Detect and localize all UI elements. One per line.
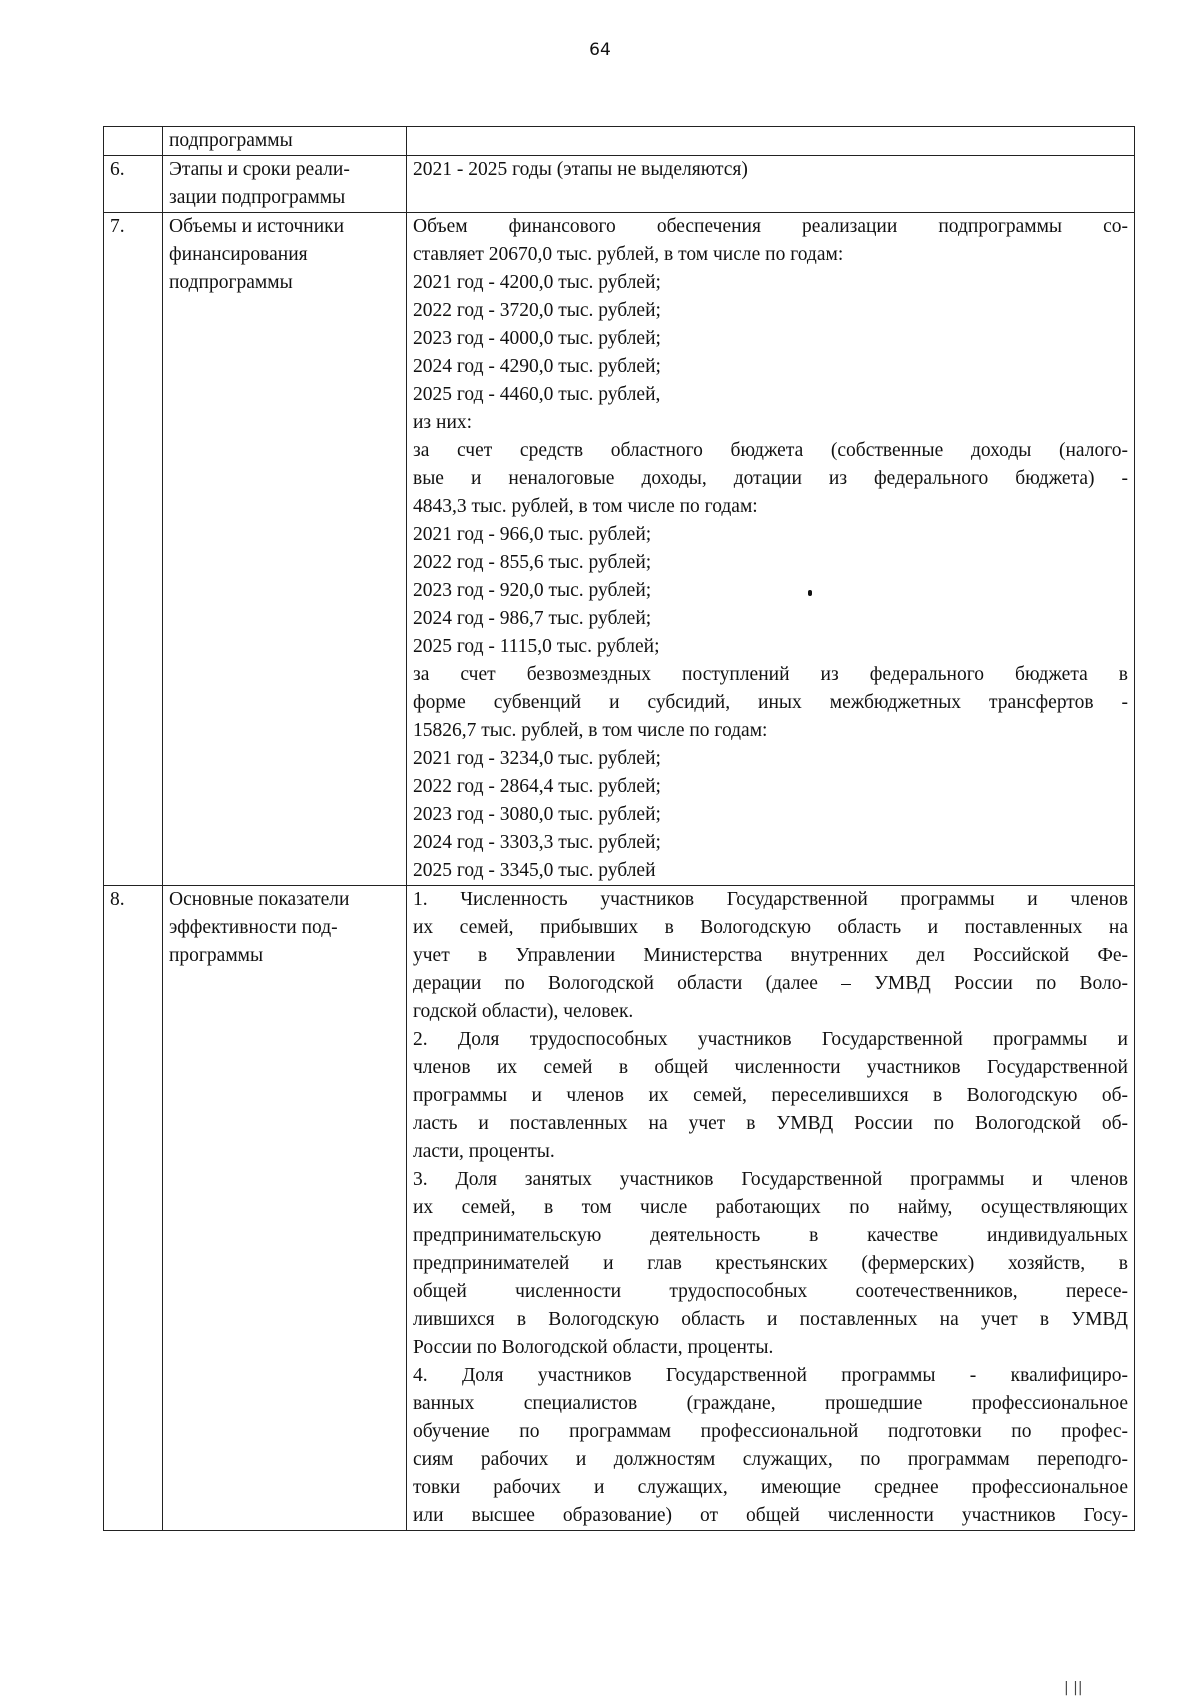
row-content-line: дерации по Вологодской области (далее – УМВД России по Воло- (413, 973, 1128, 994)
row-name-line: программы (169, 945, 264, 966)
row-name-line: Объемы и источники (169, 216, 345, 237)
row-content-line: общей численности трудоспособных соотечественников, пересе- (413, 1281, 1128, 1302)
row-name-cell (163, 156, 407, 213)
row-content-line: 2022 год - 855,6 тыс. рублей; (413, 552, 652, 573)
row-content-line: Объем финансового обеспечения реализации подпрограммы со- (413, 216, 1128, 237)
row-content-line: учет в Управлении Министерства внутренних дел Российской Фе- (413, 945, 1128, 966)
row-content-line: их семей, в том числе работающих по найму, осуществляющих (413, 1197, 1128, 1218)
row-content-line: программы и членов их семей, переселившихся в Вологодскую об- (413, 1085, 1128, 1106)
table-row (104, 156, 1135, 213)
row-content-line: 2023 год - 4000,0 тыс. рублей; (413, 328, 661, 349)
row-content-line: из них: (413, 412, 473, 433)
page-number: 64 (589, 40, 611, 60)
row-content-cell (407, 213, 1135, 886)
scan-speck (808, 590, 812, 596)
row-content-line: ставляет 20670,0 тыс. рублей, в том числе по годам: (413, 244, 844, 265)
row-content-line: 15826,7 тыс. рублей, в том числе по годам: (413, 720, 768, 741)
row-content-line: России по Вологодской области, проценты. (413, 1337, 774, 1358)
row-content-line: предпринимательскую деятельность в качестве индивидуальных (413, 1225, 1128, 1246)
table-row (104, 886, 1135, 1531)
row-content-line: членов их семей в общей численности участников Государственной (413, 1057, 1128, 1078)
row-content-line: 2022 год - 2864,4 тыс. рублей; (413, 776, 661, 797)
row-content-line: 3. Доля занятых участников Государственной программы и членов (413, 1169, 1128, 1190)
row-content-line: за счет средств областного бюджета (собственные доходы (налого- (413, 440, 1128, 461)
row-content-line: 2024 год - 3303,3 тыс. рублей; (413, 832, 661, 853)
row-name-line: финансирования (169, 244, 308, 265)
row-content-line: 2021 год - 966,0 тыс. рублей; (413, 524, 652, 545)
row-content-line: обучение по программам профессиональной подготовки по профес- (413, 1421, 1128, 1442)
row-content-line: предпринимателей и глав крестьянских (фермерских) хозяйств, в (413, 1253, 1128, 1274)
row-name-cell (163, 213, 407, 886)
row-content-line: товки рабочих и служащих, имеющие среднее профессиональное (413, 1477, 1128, 1498)
row-content-line: 2025 год - 3345,0 тыс. рублей (413, 860, 656, 881)
row-content-cell (407, 156, 1135, 213)
row-content-line: 2024 год - 4290,0 тыс. рублей; (413, 356, 661, 377)
row-name-line: Этапы и сроки реали- (169, 159, 350, 180)
row-content-line: годской области), человек. (413, 1001, 634, 1022)
row-content-line: вые и неналоговые доходы, дотации из федерального бюджета) - (413, 468, 1128, 489)
row-content-line: сиям рабочих и должностям служащих, по программам переподго- (413, 1449, 1128, 1470)
table-row (104, 213, 1135, 886)
row-name-cell (163, 886, 407, 1531)
row-content-line: 2021 год - 3234,0 тыс. рублей; (413, 748, 661, 769)
row-content-line: 2025 год - 4460,0 тыс. рублей, (413, 384, 661, 405)
row-name-line: Основные показатели (169, 889, 350, 910)
row-content-line: 2021 год - 4200,0 тыс. рублей; (413, 272, 661, 293)
row-content-line: ласть и поставленных на учет в УМВД России по Вологодской об- (413, 1113, 1128, 1134)
row-content-line: лившихся в Вологодскую область и поставленных на учет в УМВД (413, 1309, 1128, 1330)
row-content-line: ванных специалистов (граждане, прошедшие профессиональное (413, 1393, 1128, 1414)
row-content-cell (407, 127, 1135, 156)
row-name-line: подпрограммы (169, 130, 293, 151)
row-content-cell (407, 886, 1135, 1531)
row-content-line: 4. Доля участников Государственной программы - квалифициро- (413, 1365, 1128, 1386)
row-number: 7. (104, 213, 163, 886)
row-name-cell (163, 127, 407, 156)
row-content-line: 4843,3 тыс. рублей, в том числе по годам: (413, 496, 758, 517)
row-number: 6. (104, 156, 163, 213)
row-name-line: подпрограммы (169, 272, 293, 293)
row-name-line: эффективности под- (169, 917, 338, 938)
row-content-line: 1. Численность участников Государственной программы и членов (413, 889, 1128, 910)
row-number: 8. (104, 886, 163, 1531)
subprogram-passport-table (103, 126, 1135, 1531)
row-content-line: форме субвенций и субсидий, иных межбюджетных трансфертов - (413, 692, 1128, 713)
row-content-line: 2024 год - 986,7 тыс. рублей; (413, 608, 652, 629)
row-content-line: или высшее образование) от общей численности участников Госу- (413, 1505, 1128, 1526)
corner-mark: | || (1064, 1680, 1083, 1696)
row-content-line: 2022 год - 3720,0 тыс. рублей; (413, 300, 661, 321)
row-content-line: 2023 год - 3080,0 тыс. рублей; (413, 804, 661, 825)
row-content-line: 2. Доля трудоспособных участников Государственной программы и (413, 1029, 1128, 1050)
row-number (104, 127, 163, 156)
table-row (104, 127, 1135, 156)
row-content-line: 2021 - 2025 годы (этапы не выделяются) (413, 159, 748, 180)
row-content-line: ласти, проценты. (413, 1141, 555, 1162)
row-name-line: зации подпрограммы (169, 187, 346, 208)
row-content-line: 2023 год - 920,0 тыс. рублей; (413, 580, 652, 601)
table-body (104, 127, 1135, 1531)
row-content-line: их семей, прибывших в Вологодскую область и поставленных на (413, 917, 1128, 938)
row-content-line: 2025 год - 1115,0 тыс. рублей; (413, 636, 660, 657)
row-content-line: за счет безвозмездных поступлений из федерального бюджета в (413, 664, 1128, 685)
